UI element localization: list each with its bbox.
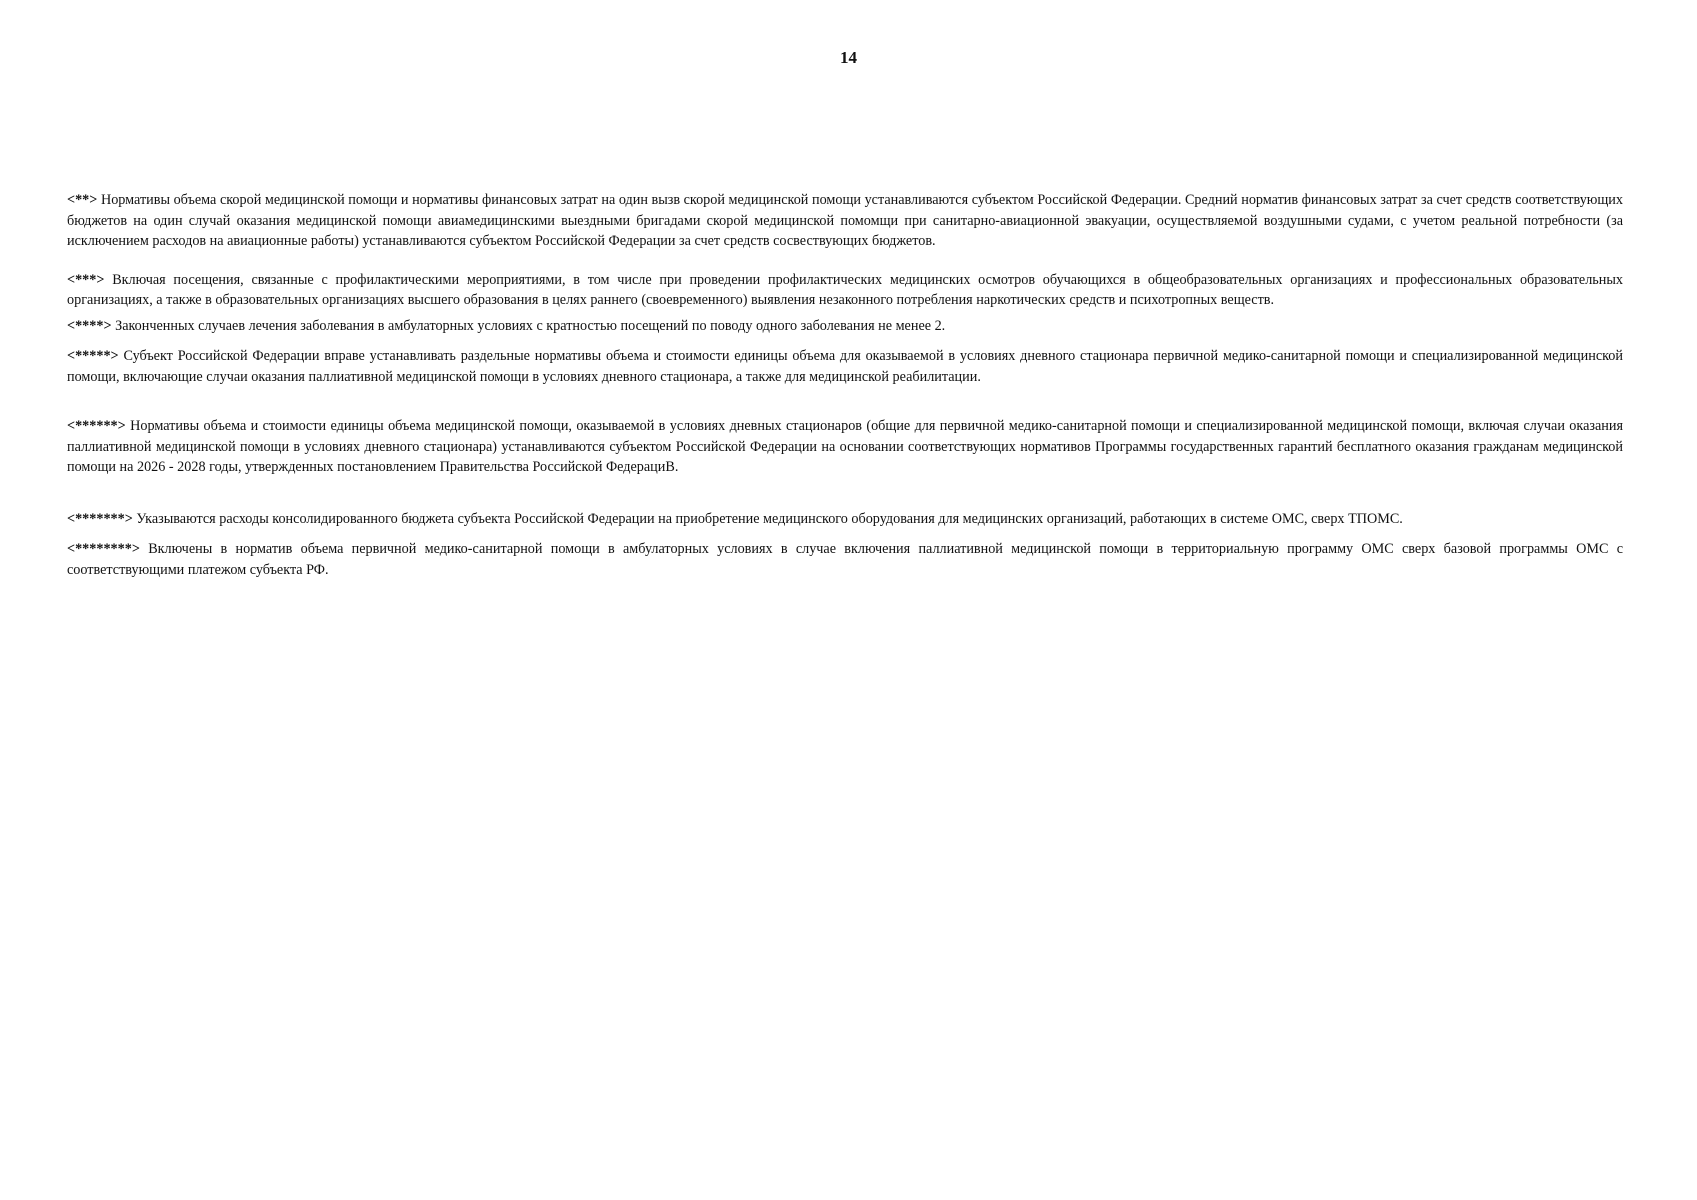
footnote-2 xyxy=(67,190,1623,252)
footnote-text: Субъект Российской Федерации вправе устанавливать раздельные нормативы объема и стоимости единицы объема для оказываемой в условиях дневного стационара первичной медико-санитарной помощи и специализированной медицинской помощи, включающие случаи оказания паллиативной медицинской помощи в условиях дневного стационара, а также для медицинской реабилитации. xyxy=(67,348,1623,385)
footnote-marker: <*******> xyxy=(67,510,133,527)
footnote-text: Законченных случаев лечения заболевания в амбулаторных условиях с кратностью посещений по поводу одного заболевания не менее 2. xyxy=(111,317,946,334)
footnote-8 xyxy=(67,539,1623,580)
footnote-6 xyxy=(67,416,1623,478)
footnote-marker: <********> xyxy=(67,541,140,557)
footnote-text: Включены в норматив объема первичной медико-санитарной помощи в амбулаторных условиях в случае включения паллиативной медицинской помощи в территориальную программу ОМС сверх базовой программы ОМС с соответствующими платежом субъекта РФ. xyxy=(67,541,1623,578)
footnote-marker: <**> xyxy=(67,192,98,208)
footnote-5 xyxy=(67,346,1623,387)
footnote-marker: <***> xyxy=(67,271,105,288)
footnote-text: Нормативы объема скорой медицинской помощи и нормативы финансовых затрат на один вызв скорой медицинской помощи устанавливаются субъектом Российской Федерации. Средний норматив финансовых затрат за счет средств соответствующих бюджетов на один случай оказания медицинской помощи авиамедицинскими выездными бригадами скорой медицинской помомщи при санитарно-авиационной эвакуации, осуществляемой воздушными судами, с учетом реальной потребности (за исключением расходов на авиационные работы) устанавливаются субъектом Российской Федерации за счет средств сосвествующих бюджетов. xyxy=(67,192,1623,249)
footnote-marker: <*****> xyxy=(67,348,119,364)
footnote-text: Нормативы объема и стоимости единицы объема медицинской помощи, оказываемой в условиях дневных стационаров (общие для первичной медико-санитарной помощи и специализированной медицинской помощи, включая случаи оказания паллиативной медицинской помощи в условиях дневного стационара) устанавливаются субъектом Российской Федерации на основании соответствующих нормативов Программы государственных гарантий бесплатного оказания гражданам медицинской помощи на 2026 - 2028 годы, утвержденных постановлением Правительства Российской ФедерациВ. xyxy=(67,418,1623,475)
footnote-text: Указываются расходы консолидированного бюджета субъекта Российской Федерации на приобретение медицинского оборудования для медицинских организаций, работающих в системе ОМС, сверх ТПОМС. xyxy=(132,510,1403,527)
footnote-text: Включая посещения, связанные с профилактическими мероприятиями, в том числе при проведении профилактических медицинских осмотров обучающихся в общеобразовательных организациях и профессиональных образовательных организациях, а также в образовательных организациях высшего образования в целях раннего (своевременного) выявления незаконного потребления наркотических средств и психотропных веществ. xyxy=(67,271,1623,308)
footnote-7 xyxy=(67,509,1623,530)
footnote-3 xyxy=(67,270,1623,311)
footnotes-block xyxy=(67,190,1623,580)
footnote-marker: <******> xyxy=(67,418,126,434)
page-number: 14 xyxy=(840,48,857,67)
footnote-marker: <****> xyxy=(67,317,112,334)
footnote-4 xyxy=(67,316,1623,337)
